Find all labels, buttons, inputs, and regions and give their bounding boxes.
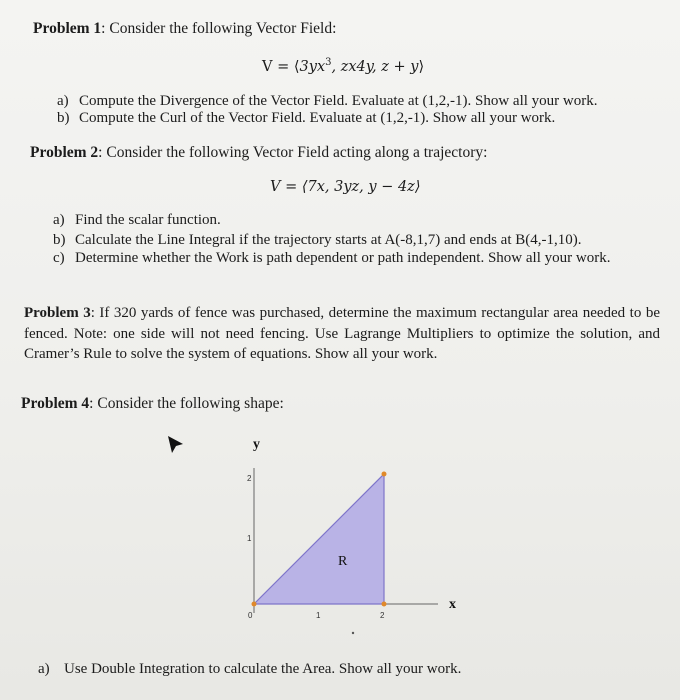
problem3-paragraph xyxy=(24,303,660,365)
eq1-close: ⟩ xyxy=(418,58,425,75)
problem2-label: Problem 2 xyxy=(30,144,99,161)
item-text: Find the scalar function. xyxy=(75,212,221,228)
item-text: Determine whether the Work is path dependent or path independent. Show all your work. xyxy=(75,250,611,266)
item-label: a) xyxy=(38,661,50,677)
stray-dot xyxy=(352,632,354,634)
item-text: Calculate the Line Integral if the trajectory starts at A(-8,1,7) and ends at B(4,-1,10). xyxy=(75,232,582,248)
item-label: a) xyxy=(53,212,65,228)
eq1-exponent: 3 xyxy=(325,57,332,68)
y-axis-label: y xyxy=(253,437,260,452)
problem1-item-b xyxy=(57,109,555,127)
problem2-item-c xyxy=(53,249,610,267)
pointer-cursor-icon xyxy=(168,436,183,453)
eq1-rest: , zx4y, z + y xyxy=(331,58,419,75)
problem4-label: Problem 4 xyxy=(21,395,90,412)
x-tick-2: 2 xyxy=(380,611,385,620)
eq1-equals: = xyxy=(272,58,294,75)
problem1-item-a xyxy=(57,92,597,110)
item-text: Compute the Curl of the Vector Field. Evaluate at (1,2,-1). Show all your work. xyxy=(79,110,556,126)
problem2-equation: V = ⟨7x, 3yz, y − 4z⟩ xyxy=(270,179,421,195)
region-label: R xyxy=(338,554,348,569)
problem3-label: Problem 3 xyxy=(24,305,91,321)
y-tick-1: 1 xyxy=(247,534,252,543)
item-label: a) xyxy=(57,93,69,109)
x-tick-1: 1 xyxy=(316,611,321,620)
eq1-lhs: V xyxy=(262,58,273,75)
problem4-text: : Consider the following shape: xyxy=(89,395,284,412)
item-label: b) xyxy=(57,110,70,126)
problem1-heading xyxy=(33,20,336,38)
item-text: Compute the Divergence of the Vector Field. Evaluate at (1,2,-1). Show all your work. xyxy=(79,93,598,109)
problem1-equation xyxy=(262,57,424,75)
problem4-heading xyxy=(21,395,284,413)
item-label: c) xyxy=(53,250,65,266)
item-text: Use Double Integration to calculate the Area. Show all your work. xyxy=(64,661,462,677)
problem2-heading xyxy=(30,144,487,162)
problem1-label: Problem 1 xyxy=(33,20,102,37)
top-point xyxy=(382,472,387,477)
eq1-open: ⟨ xyxy=(293,58,300,75)
eq1-comp1: 3yx xyxy=(299,58,326,75)
base-point xyxy=(382,602,387,607)
problem4-item-a xyxy=(38,660,461,678)
problem2-text: : Consider the following Vector Field acting along a trajectory: xyxy=(98,144,488,161)
item-label: b) xyxy=(53,232,66,248)
problem1-text: : Consider the following Vector Field: xyxy=(101,20,337,37)
region-r xyxy=(254,474,384,604)
shape-figure xyxy=(150,428,480,638)
problem3-text: : If 320 yards of fence was purchased, determine the maximum rectangular area needed to be fenced. Note: one side will not need fencing. Use Lagrange Multipliers to optimize the solution, and Cramer’s Rule to solve the system of equations. Show all your work. xyxy=(24,305,661,362)
origin-point xyxy=(252,602,257,607)
x-tick-0: 0 xyxy=(248,611,253,620)
y-tick-2: 2 xyxy=(247,474,252,483)
problem2-item-a xyxy=(53,211,221,229)
problem2-item-b xyxy=(53,231,582,249)
x-axis-label: x xyxy=(449,597,456,612)
